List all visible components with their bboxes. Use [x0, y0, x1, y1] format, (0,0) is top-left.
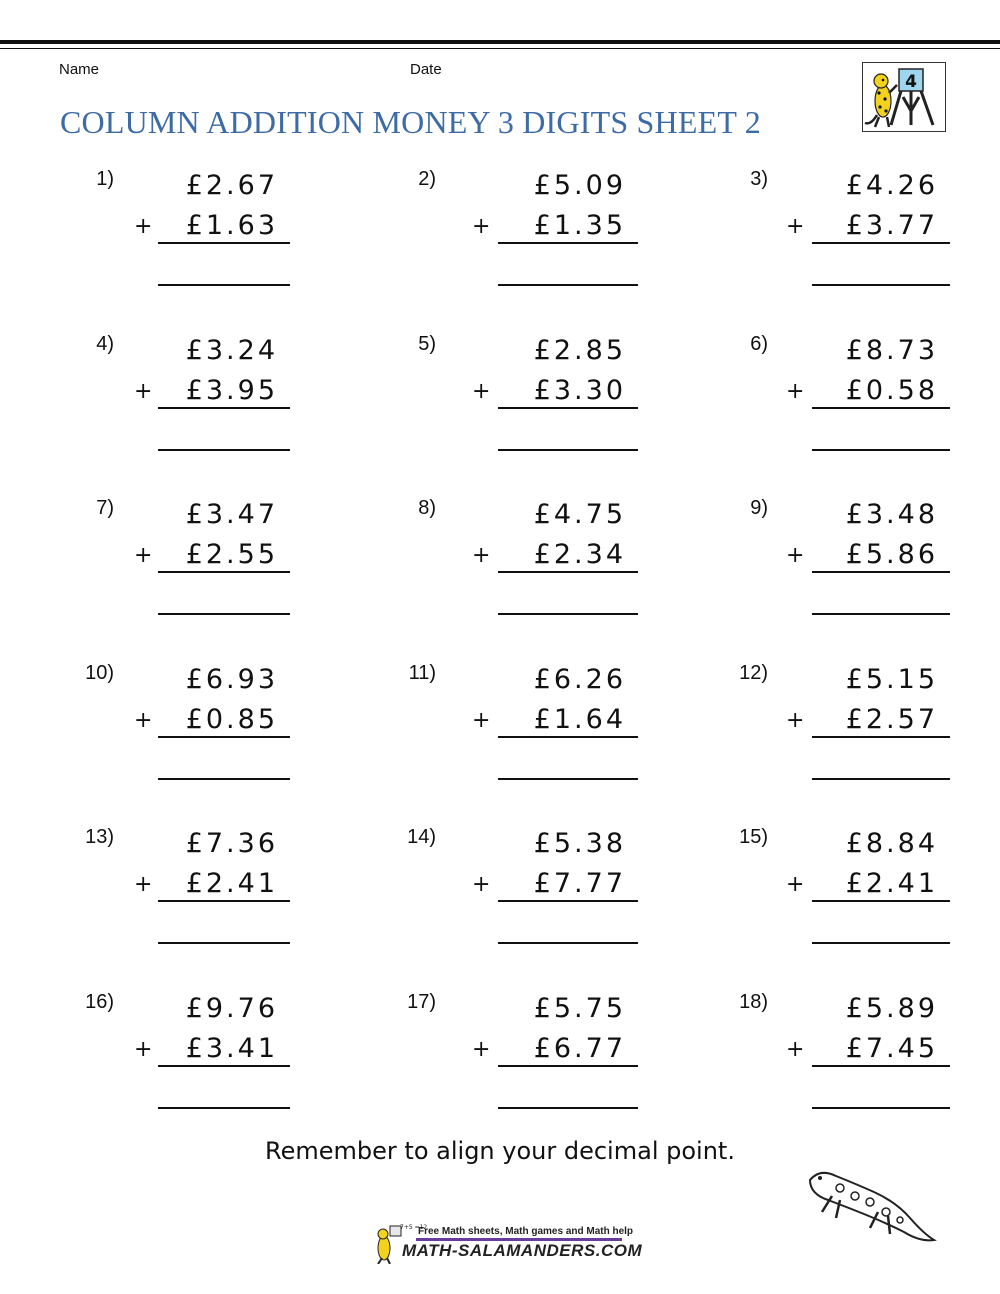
- problem-15: [0, 824, 1000, 964]
- answer-line[interactable]: [812, 613, 950, 615]
- problem-number: 9): [750, 497, 768, 519]
- addend-top: £5.09: [533, 170, 626, 201]
- addend-bottom: £2.41: [185, 868, 278, 899]
- addend-bottom: £3.30: [533, 375, 626, 406]
- top-border-thin: [0, 48, 1000, 49]
- addend-bottom: £7.77: [533, 868, 626, 899]
- problem-number: 10): [85, 662, 114, 684]
- sum-line: [812, 736, 950, 738]
- plus-sign: +: [472, 543, 491, 568]
- addend-bottom: £6.77: [533, 1033, 626, 1064]
- plus-sign: +: [472, 708, 491, 733]
- brand-logo-text: 7+5 =12: [400, 1224, 428, 1231]
- plus-sign: +: [472, 1037, 491, 1062]
- plus-sign: +: [134, 214, 153, 239]
- sum-line: [812, 242, 950, 244]
- grade-logo: [862, 62, 946, 132]
- problem-number: 6): [750, 333, 768, 355]
- problem-number: 2): [418, 168, 436, 190]
- plus-sign: +: [134, 379, 153, 404]
- addend-bottom: £0.85: [185, 704, 278, 735]
- answer-line[interactable]: [812, 449, 950, 451]
- plus-sign: +: [786, 708, 805, 733]
- plus-sign: +: [472, 872, 491, 897]
- addend-bottom: £5.86: [845, 539, 938, 570]
- addend-top: £3.48: [845, 499, 938, 530]
- worksheet-title: COLUMN ADDITION MONEY 3 DIGITS SHEET 2: [60, 104, 761, 140]
- plus-sign: +: [786, 872, 805, 897]
- addend-top: £5.75: [533, 993, 626, 1024]
- problem-number: 5): [418, 333, 436, 355]
- addend-bottom: £7.45: [845, 1033, 938, 1064]
- addend-bottom: £2.34: [533, 539, 626, 570]
- brand-footer: [370, 1222, 643, 1266]
- addend-bottom: £3.77: [845, 210, 938, 241]
- problem-number: 16): [85, 991, 114, 1013]
- answer-line[interactable]: [812, 1107, 950, 1109]
- problem-number: 18): [739, 991, 768, 1013]
- plus-sign: +: [472, 214, 491, 239]
- addend-top: £9.76: [185, 993, 278, 1024]
- salamander-illustration-icon: [800, 1162, 940, 1252]
- addend-bottom: £1.64: [533, 704, 626, 735]
- addend-top: £8.84: [845, 828, 938, 859]
- addend-top: £6.26: [533, 664, 626, 695]
- addend-bottom: £1.63: [185, 210, 278, 241]
- instruction-note: Remember to align your decimal point.: [265, 1137, 735, 1165]
- plus-sign: +: [786, 543, 805, 568]
- addend-top: £5.38: [533, 828, 626, 859]
- problem-number: 8): [418, 497, 436, 519]
- addend-top: £5.89: [845, 993, 938, 1024]
- brand-salamander-icon: [372, 1224, 402, 1264]
- problem-number: 15): [739, 826, 768, 848]
- top-border-thick: [0, 40, 1000, 44]
- grade-badge-text: 4: [905, 72, 917, 92]
- problem-6: [0, 331, 1000, 471]
- problem-number: 12): [739, 662, 768, 684]
- problem-3: [0, 166, 1000, 306]
- plus-sign: +: [786, 214, 805, 239]
- problem-number: 17): [407, 991, 436, 1013]
- addend-top: £3.47: [185, 499, 278, 530]
- addend-bottom: £3.41: [185, 1033, 278, 1064]
- problem-number: 14): [407, 826, 436, 848]
- brand-tagline: Free Math sheets, Math games and Math help: [418, 1226, 634, 1237]
- addend-top: £8.73: [845, 335, 938, 366]
- plus-sign: +: [134, 872, 153, 897]
- sum-line: [812, 1065, 950, 1067]
- addend-bottom: £1.35: [533, 210, 626, 241]
- addend-bottom: £2.57: [845, 704, 938, 735]
- problem-number: 7): [96, 497, 114, 519]
- addend-top: £2.85: [533, 335, 626, 366]
- problem-number: 4): [96, 333, 114, 355]
- addend-bottom: £0.58: [845, 375, 938, 406]
- addend-top: £7.36: [185, 828, 278, 859]
- problem-9: [0, 495, 1000, 635]
- addend-bottom: £2.41: [845, 868, 938, 899]
- addend-top: £6.93: [185, 664, 278, 695]
- addend-top: £4.75: [533, 499, 626, 530]
- sum-line: [812, 571, 950, 573]
- plus-sign: +: [134, 543, 153, 568]
- brand-name: MATH-SALAMANDERS.COM: [402, 1241, 643, 1260]
- plus-sign: +: [786, 379, 805, 404]
- problem-number: 11): [408, 662, 436, 684]
- plus-sign: +: [472, 379, 491, 404]
- salamander-easel-icon: [863, 63, 945, 131]
- plus-sign: +: [786, 1037, 805, 1062]
- addend-top: £5.15: [845, 664, 938, 695]
- problem-12: [0, 660, 1000, 800]
- addend-top: £3.24: [185, 335, 278, 366]
- problem-number: 1): [96, 168, 114, 190]
- problem-number: 13): [85, 826, 114, 848]
- answer-line[interactable]: [812, 778, 950, 780]
- answer-line[interactable]: [812, 942, 950, 944]
- date-label: Date: [410, 61, 442, 78]
- plus-sign: +: [134, 1037, 153, 1062]
- problem-18: [0, 989, 1000, 1129]
- problem-number: 3): [750, 168, 768, 190]
- name-label: Name: [59, 61, 100, 78]
- answer-line[interactable]: [812, 284, 950, 286]
- addend-top: £2.67: [185, 170, 278, 201]
- plus-sign: +: [134, 708, 153, 733]
- addend-top: £4.26: [845, 170, 938, 201]
- addend-bottom: £3.95: [185, 375, 278, 406]
- sum-line: [812, 407, 950, 409]
- addend-bottom: £2.55: [185, 539, 278, 570]
- sum-line: [812, 900, 950, 902]
